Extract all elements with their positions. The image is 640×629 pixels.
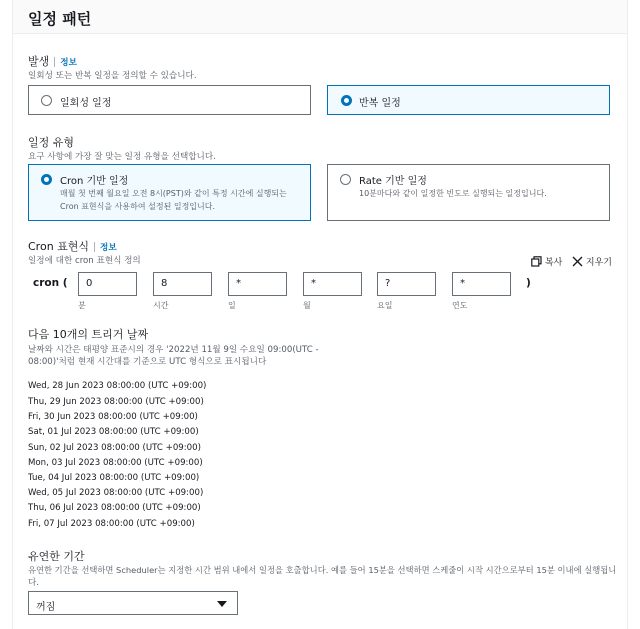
copy-label: 복사 [544,258,563,268]
occurrence-description: 일회성 또는 반복 일정을 정의할 수 있습니다. [28,71,197,81]
radio-recurring-label: 반복 일정 [359,98,401,109]
caret-down-icon [217,601,227,607]
separator [94,242,95,252]
trigger-date-8: Wed, 05 Jul 2023 08:00:00 (UTC +09:00) [28,488,204,498]
radio-rate-label: Rate 기반 일정 [359,176,427,187]
cron-day-of-month-input[interactable]: * [228,272,287,296]
trigger-dates-description-1: 날짜와 시간은 태평양 표준시의 경우 '2022년 11월 9일 수요일 09:00(UTC - [28,345,319,355]
trigger-dates-description-2: 08:00)'처럼 현재 시간대를 기준으로 UTC 형식으로 표시됩니다 [28,357,267,367]
clear-label: 지우기 [585,258,612,268]
cron-hours-input[interactable]: 8 [153,272,212,296]
cron-month-input[interactable]: * [303,272,362,296]
cron-prefix: cron ( [33,277,68,289]
occurrence-info-link[interactable]: 정보 [60,58,77,68]
occurrence-label [28,53,77,69]
flexible-window-selected-value: 꺼짐 [36,602,56,613]
copy-button[interactable] [531,255,562,268]
trigger-date-4: Sat, 01 Jul 2023 08:00:00 (UTC +09:00) [28,427,199,437]
radio-one-time-label: 일회성 일정 [60,98,112,109]
trigger-date-2: Thu, 29 Jun 2023 08:00:00 (UTC +09:00) [28,397,204,407]
schedule-type-label: 일정 유형 [28,136,75,149]
cron-minutes-input[interactable]: 0 [78,272,137,296]
radio-tile-rate[interactable] [327,164,610,221]
panel-title: 일정 패턴 [28,10,92,28]
trigger-date-10: Fri, 07 Jul 2023 08:00:00 (UTC +09:00) [28,519,195,529]
trigger-date-7: Tue, 04 Jul 2023 08:00:00 (UTC +09:00) [28,473,200,483]
occurrence-label-text: 발생 [28,55,50,68]
radio-tile-recurring[interactable] [327,85,610,115]
radio-tile-cron[interactable] [28,164,311,221]
cron-expression-label-text: Cron 표현식 [28,240,90,253]
flexible-window-select[interactable] [28,591,238,615]
cron-expression-description: 일정에 대한 cron 표현식 정의 [28,256,141,266]
copy-icon [531,256,542,267]
cron-hours-caption: 시간 [153,301,169,310]
close-icon [572,256,583,267]
cron-info-link[interactable]: 정보 [100,243,117,253]
trigger-date-5: Sun, 02 Jul 2023 08:00:00 (UTC +09:00) [28,443,201,453]
radio-cron[interactable] [41,174,52,185]
radio-tile-one-time[interactable] [28,85,311,115]
cron-suffix: ) [526,277,531,289]
trigger-date-1: Wed, 28 Jun 2023 08:00:00 (UTC +09:00) [28,381,207,391]
cron-month-caption: 월 [303,301,311,310]
schedule-pattern-panel [12,0,628,629]
radio-cron-description: 매월 첫 번째 월요일 오전 8시(PST)와 같이 특정 시간에 실행되는 Cron 표현식을 사용하여 설정된 일정입니다. [60,189,287,211]
cron-year-input[interactable]: * [452,272,511,296]
radio-recurring[interactable] [341,95,352,106]
radio-one-time[interactable] [41,95,52,106]
cron-year-caption: 연도 [452,301,468,310]
cron-day-of-week-caption: 요일 [377,301,393,310]
clear-button[interactable] [572,255,612,268]
panel-header [13,0,627,34]
separator [54,57,55,67]
trigger-dates-label: 다음 10개의 트리거 날짜 [28,328,149,341]
radio-rate[interactable] [340,174,351,185]
radio-cron-label: Cron 기반 일정 [60,176,129,187]
cron-day-of-month-caption: 일 [228,301,236,310]
flexible-window-label: 유연한 기간 [28,550,85,563]
radio-rate-description: 10분마다와 같이 일정한 빈도로 실행되는 일정입니다. [359,189,547,198]
trigger-date-6: Mon, 03 Jul 2023 08:00:00 (UTC +09:00) [28,458,203,468]
cron-minutes-caption: 분 [78,301,86,310]
trigger-date-3: Fri, 30 Jun 2023 08:00:00 (UTC +09:00) [28,412,198,422]
cron-expression-label [28,238,117,254]
trigger-date-9: Thu, 06 Jul 2023 08:00:00 (UTC +09:00) [28,503,201,513]
flexible-window-description-2: 다. [28,578,40,588]
schedule-type-description: 요구 사항에 가장 잘 맞는 일정 유형을 선택합니다. [28,152,216,162]
cron-day-of-week-input[interactable]: ? [377,272,436,296]
flexible-window-description-1: 유연한 기간을 선택하면 Scheduler는 지정한 시간 범위 내에서 일정을 호출합니다. 예를 들어 15분을 선택하면 스케줄이 시작 시간으로부터 15분 이내에 실행됩니 [28,565,617,575]
